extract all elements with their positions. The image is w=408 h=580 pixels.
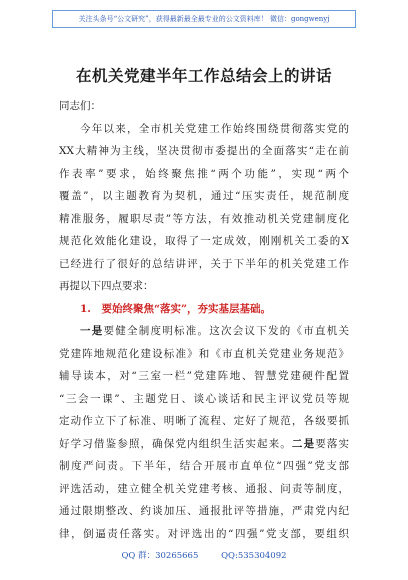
body-line: 评选活动，建立健全机关党建考核、通报、问责等制度， [59, 482, 349, 495]
body-line: “三会一课”、主题党日、谈心谈话和民主评议党员等规 [59, 392, 349, 405]
body-text: 要落实 [315, 437, 349, 450]
body-line: 今年以来，全市机关党建工作始终围绕贯彻落实党的 [80, 122, 349, 135]
body-line: 作表率”要求，始终聚焦推“两个功能”，实现“两个 [59, 167, 349, 180]
header-banner: 关注头条号“公文研究”，获得最新最全最专业的公文资料库！ 微信：gongwenyj [52, 10, 356, 28]
footer-qq-group: QQ 群：30265665 [121, 551, 199, 561]
section-heading-1: 1. 要始终聚焦“落实”，夯实基层基础。 [80, 302, 272, 315]
body-line: 规范化效能化建设，取得了一定成效，刚刚机关工委的X [59, 235, 349, 247]
body-line: XX大精神为主线，坚决贯彻市委提出的全面落实“走在前 [59, 145, 349, 157]
body-line: 辅导读本，对“三室一栏”党建阵地、智慧党建硬件配置 [59, 370, 349, 382]
footer [0, 549, 408, 561]
footer-qq: QQ:535304092 [221, 551, 287, 561]
document-title: 在机关党建半年工作总结会上的讲话 [75, 66, 332, 85]
body-text: 好学习借鉴参照，确保党内组织生活实起来。 [59, 437, 292, 450]
body-line: 通过限期整改、约谈加压、通报批评等措施，严肃党内纪 [59, 505, 349, 517]
body-line [59, 433, 349, 456]
body-line: 覆盖”，以主题教育为契机，通过“压实责任，规范制度 [59, 190, 349, 202]
body-line: 精准服务，履职尽责”等方法，有效推动机关党建制度化 [59, 212, 349, 225]
document-body [59, 95, 349, 545]
greeting: 同志们： [59, 100, 101, 112]
lead-phrase: 二是 [291, 437, 316, 450]
body-line: 党建阵地规范化建设标准》和《市直机关党建业务规范》 [59, 347, 349, 360]
body-line: 律，倒逼责任落实。对评选出的“四强”党支部，要组织 [59, 527, 349, 540]
body-line: 定动作立下了标准、明晰了流程、定好了规范，各级要抓 [59, 415, 349, 427]
body-line: 已经进行了很好的总结讲评，关于下半年的机关党建工作 [59, 257, 349, 270]
body-text: 要健全制度明标准。这次会议下发的《市直机关 [103, 325, 349, 337]
body-line: 制度严问责。下半年，结合开展市直单位“四强”党支部 [59, 460, 349, 472]
body-line [59, 320, 349, 343]
lead-phrase: 一是 [80, 325, 104, 337]
body-line: 再提以下四点要求： [59, 280, 154, 292]
